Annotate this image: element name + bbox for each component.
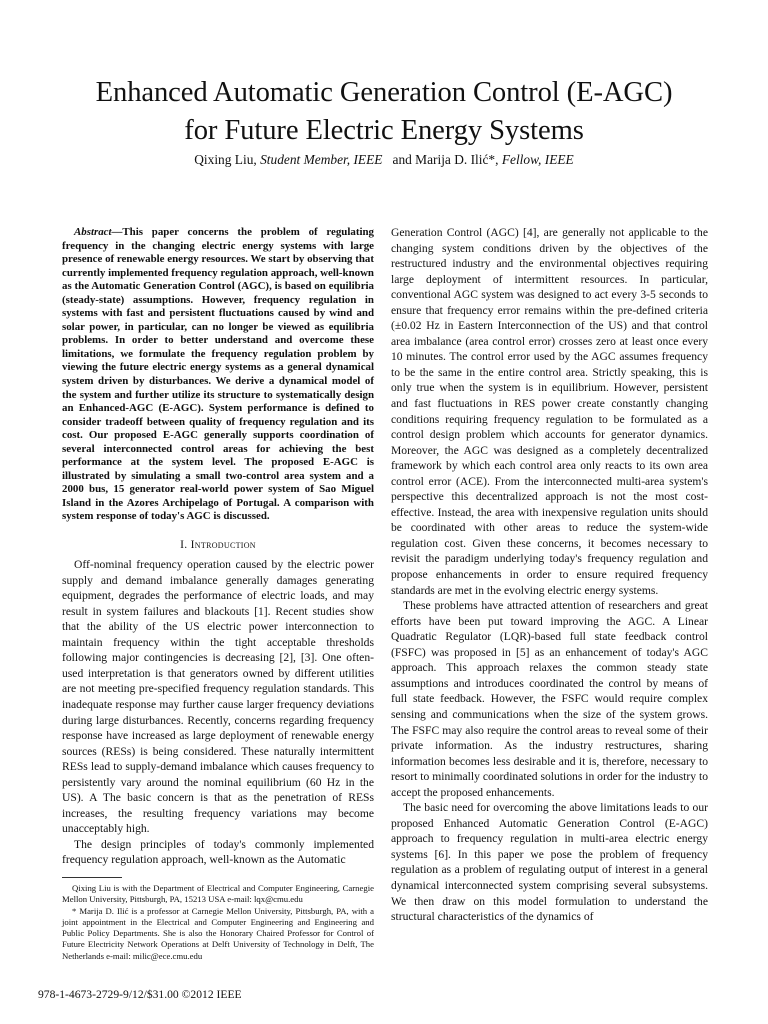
author-1-name: Qixing Liu, [194, 152, 257, 167]
intro-paragraph-1: Off-nominal frequency operation caused by the electric power supply and demand imbalance generally damages generating equipment, degrades the performance of electric loads, and may result in system failures and blackouts [1]. Recent studies show that the ability of the US electric power interconnection to maintain frequency within the tight acceptable thresholds following major contingencies is decreasing [2], [3]. One often-used interpretation is that generators owned by different utilities are not meeting pre-specified frequency regulation standards. This inadequate response may further cause larger frequency deviations during large disturbances. Recently, concerns regarding frequency response have increased as large deployment of renewable energy sources (RESs) is being considered. These naturally intermittent RESs lead to supply-demand imbalance which causes frequency to persistently vary around the nominal equilibrium (60 Hz in the US). A The basic concern is that as the penetration of RESs increases, the resulting frequency variations may become unacceptably high. [62, 558, 374, 836]
abstract [62, 226, 374, 524]
footnote-1: Qixing Liu is with the Department of Electrical and Computer Engineering, Carnegie Mellon University, Pittsburgh, PA, 15213 USA e-mail: lqx@cmu.edu [62, 883, 374, 905]
footnote-2: * Marija D. Ilić is a professor at Carnegie Mellon University, Pittsburgh, PA, with a joint appointment in the Electrical and Computer Engineering and Engineering and Public Policy Departments. She is also the Honorary Chaired Professor for Control of Future Electricity Network Operations at Delft University of Technology in Delft, The Netherlands e-mail: milic@ece.cmu.edu [62, 905, 374, 961]
footnotes [62, 883, 374, 962]
footnote-divider [62, 877, 122, 878]
author-line [40, 152, 728, 168]
left-column [62, 226, 374, 868]
right-paragraph-3: The basic need for overcoming the above limitations leads to our proposed Enhanced Automatic Generation Control (E-AGC) approach to frequency regulation in multi-area electric energy systems [6]. In this paper we pose the problem of frequency regulation as a problem of regulating output of interest in a general dynamical interconnected system comprising several subsystems. We then draw on this model formulation to understand the structural characteristics of the dynamics of [391, 801, 708, 924]
abstract-label: Abstract [74, 226, 112, 238]
author-2-name: and Marija D. Ilić*, [392, 152, 499, 167]
paper-title [40, 74, 728, 150]
section-heading-introduction: I. Introduction [180, 538, 256, 552]
right-paragraph-1: Generation Control (AGC) [4], are generally not applicable to the changing system conditions driven by the objectives of the restructured industry and the environmental objectives requiring large deployment of intermittent resources. In particular, conventional AGC system was designed to act every 3-5 seconds to ensure that frequency error remains within the pre-defined criteria (±0.02 Hz in Eastern Interconnection of the US) and that control area imbalance (area control error) crosses zero at least once every 10 minutes. The control error used by the AGC assumes frequency to be the same in the entire control area. Strictly speaking, this is only true when the system is in equilibrium. However, persistent and fast fluctuations in RES power create constantly changing conditions requiring frequency regulation to be formulated as a control design problem which accounts for generator dynamics. Moreover, the AGC was designed as a completely decentralized framework by which each control area only reacts to its own area control error (ACE). From the interconnected multi-area system's perspective this decentralized approach is not the most cost-effective. Instead, the area with inexpensive regulation units should be coordinated with other areas to reduce the system-wide regulation cost. Given these concerns, it becomes necessary to revisit the paradigm underlying today's frequency regulation and propose enhancements in order to ensure required frequency standards are met in the evolving electric energy systems. [391, 226, 708, 597]
right-paragraph-2: These problems have attracted attention of researchers and great efforts have been put toward improving the AGC. A Linear Quadratic Regulator (LQR)-based full state feedback control (FSFC) was proposed in [5] as an enhancement of today's AGC approach. This approach relaxes the common steady state assumptions and introduces coordinated the control by means of full state feedback. However, the FSFC would require complex sensing and communications when the size of the system grows. The FSFC may also require the control areas to reveal some of their private information. As the industry restructures, sharing information becomes less desirable and it is, therefore, necessary to resort to minimally coordinated solutions in order for the industry to accept the proposed enhancements. [391, 599, 708, 799]
abstract-text: —This paper concerns the problem of regulating frequency in the changing electric energy systems with large presence of renewable energy resources. We start by observing that currently implemented frequency regulation approach, well-known as the Automatic Generation Control (AGC), is based on equilibria (steady-state) assumptions. However, frequency regulation in systems with fast and persistent fluctuations caused by wind and solar power, in particular, can no longer be viewed as equilibria problems. In order to better understand and overcome these limitations, we formulate the frequency regulation problem by viewing the future electric energy systems as a general dynamical system driven by disturbances. We derive a dynamical model of the system and further utilize its structure to systematically design an Enhanced-AGC (E-AGC). System performance is defined to consider tradeoff between quality of frequency regulation and its cost. Our proposed E-AGC generally supports coordination of several interconnected control areas for achieving the best performance at the system level. The proposed E-AGC is illustrated by simulating a small two-control area system and a 2000 bus, 15 generator real-world power system of Sao Miguel Island in the Azores Archipelago of Portugal. A comparison with system response of today's AGC is discussed. [62, 226, 374, 523]
title-line-2: for Future Electric Energy Systems [184, 115, 584, 146]
intro-paragraph-2: The design principles of today's commonly implemented frequency regulation approach, well-known as the Automatic [62, 837, 374, 867]
author-1-role: Student Member, IEEE [260, 152, 383, 167]
title-line-1: Enhanced Automatic Generation Control (E-AGC) [95, 77, 673, 108]
right-column [391, 225, 708, 925]
author-2-role: Fellow, IEEE [501, 152, 574, 167]
copyright-notice: 978-1-4673-2729-9/12/$31.00 ©2012 IEEE [38, 988, 242, 1001]
